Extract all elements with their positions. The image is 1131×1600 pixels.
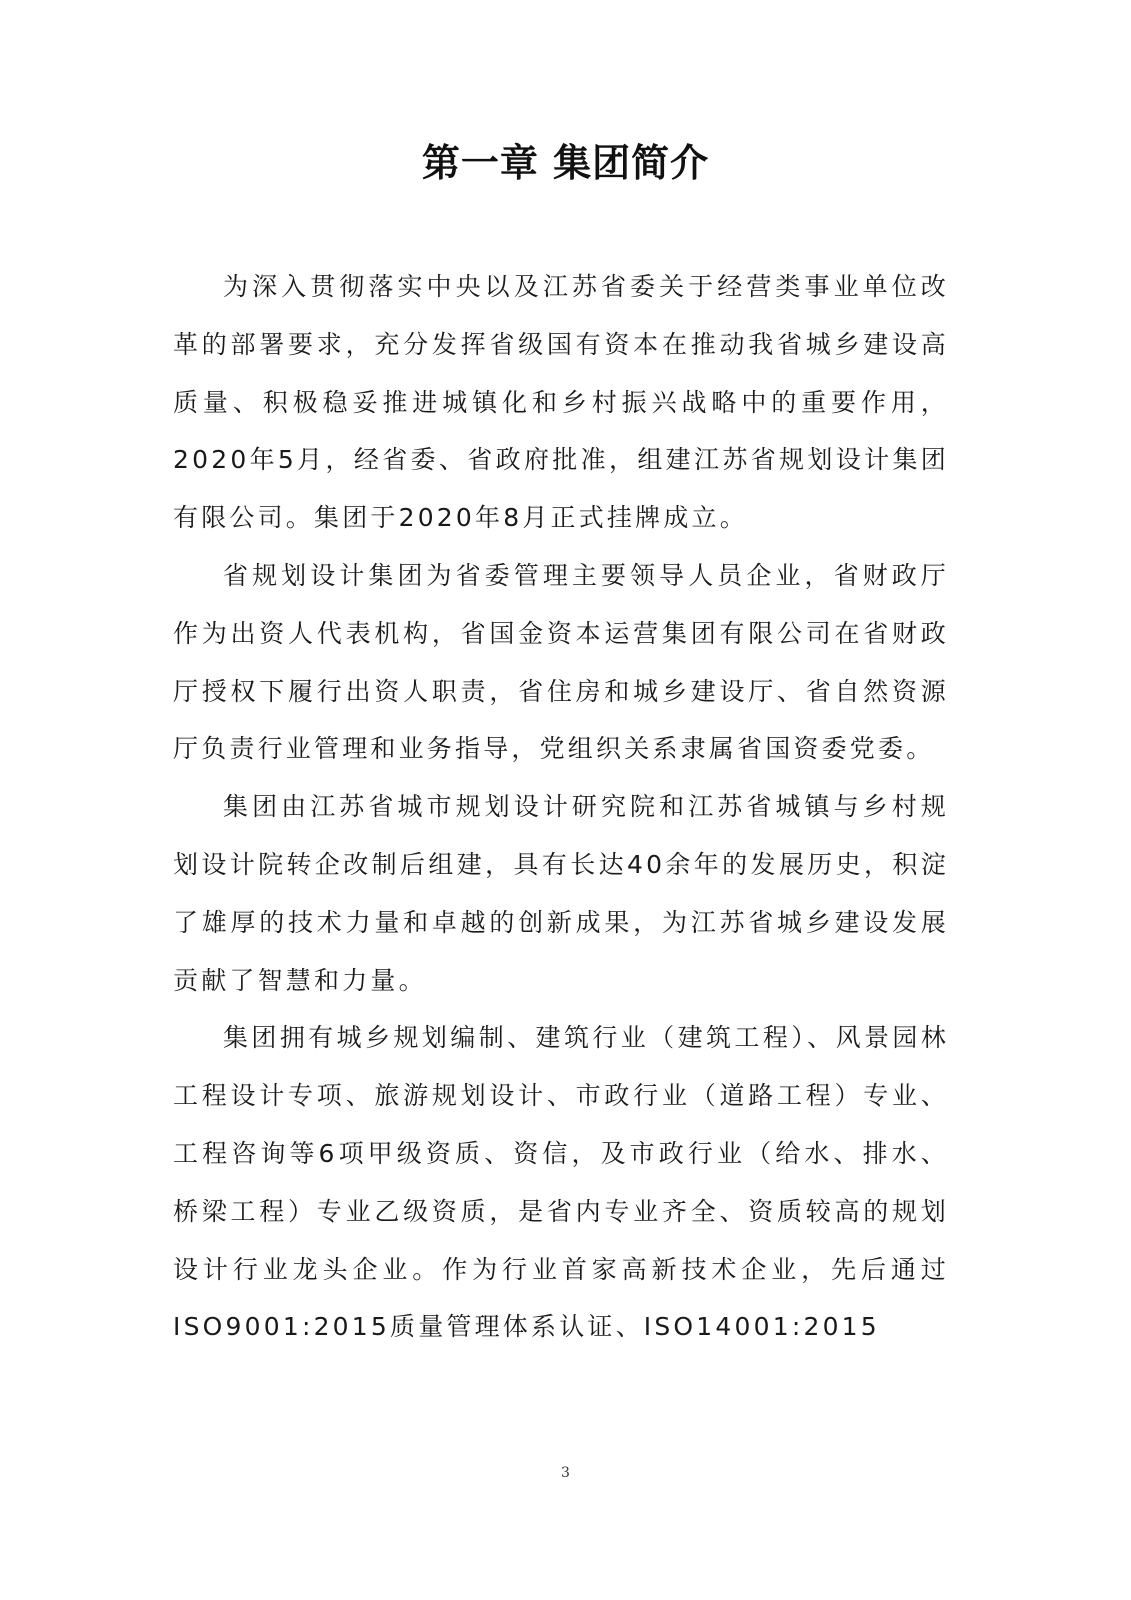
page-number: 3	[561, 1465, 570, 1481]
paragraph-qualifications: 集团拥有城乡规划编制、建筑行业（建筑工程）、风景园林工程设计专项、旅游规划设计、市政行业（道路工程）专业、工程咨询等6项甲级资质、资信，及市政行业（给水、排水、桥梁工程）专业乙级资质，是省内专业齐全、资质较高的规划设计行业龙头企业。作为行业首家高新技术企业，先后通过ISO9001:2015质量管理体系认证、ISO14001:2015	[173, 1023, 949, 1342]
chapter-title: 第一章 集团简介	[421, 140, 710, 185]
paragraph-history: 集团由江苏省城市规划设计研究院和江苏省城镇与乡村规划设计院转企改制后组建，具有长达40余年的发展历史，积淀了雄厚的技术力量和卓越的创新成果，为江苏省城乡建设发展贡献了智慧和力量。	[173, 792, 949, 995]
paragraph-management: 省规划设计集团为省委管理主要领导人员企业，省财政厅作为出资人代表机构，省国金资本运营集团有限公司在省财政厅授权下履行出资人职责，省住房和城乡建设厅、省自然资源厅负责行业管理和业务指导，党组织关系隶属省国资委党委。	[173, 560, 949, 764]
body-text	[173, 258, 949, 1356]
paragraph-intro: 为深入贯彻落实中央以及江苏省委关于经营类事业单位改革的部署要求，充分发挥省级国有资本在推动我省城乡建设高质量、积极稳妥推进城镇化和乡村振兴战略中的重要作用，2020年5月，经省委、省政府批准，组建江苏省规划设计集团有限公司。集团于2020年8月正式挂牌成立。	[173, 272, 949, 533]
